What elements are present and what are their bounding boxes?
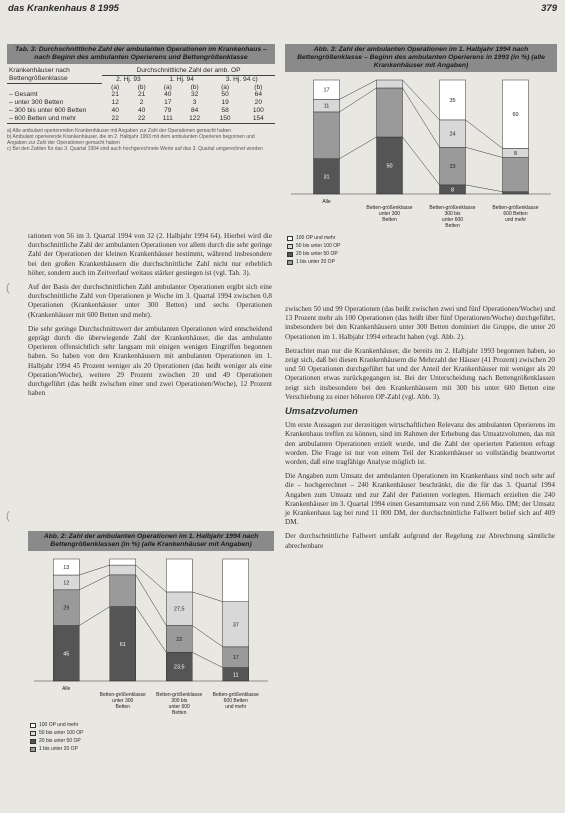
paragraph: rationen von 56 im 3. Quartal 1994 von 32 (2. Halbjahr 1994 64). Hierbei wird die durchschnittliche Zahl der ambulanten Operationen vor allem durch die sehr geringe Zahl der Operationen der kleinen Krankenhäuser bestimmt, während insbesondere bei den großen Krankenhäusern die durchschnittliche Zahl nicht nur erheblich höher, sondern auch im Zeitverlauf weitaus stärker gestiegen ist (vgl. Tab. 3).	[28, 232, 272, 277]
period: 2. Hj. 93	[116, 75, 141, 83]
paragraph: zwischen 50 und 99 Operationen (das heißt zwischen zwei und fünf Operationen/Woche) und 13 Prozent mehr als 100 Operationen (das heißt über fünf Operationen/Woche) durchgeführt, insbesondere bei den Krankenhäusern unter 300 Betten dominiert die Gruppe, die unter 20 Operationen im 1. Halbjahr 1994 erbracht haben (vgl. Abb. 2).	[285, 305, 555, 341]
table-row: – unter 300 Betten 12 2 17 3 19 20	[9, 99, 262, 107]
subcol: (b)	[137, 83, 146, 91]
connector-line	[79, 575, 110, 590]
data-label: 31	[323, 174, 330, 181]
left-column-text	[28, 232, 272, 403]
bar-segment	[503, 158, 529, 192]
table-row: – 300 bis unter 600 Betten 40 40 79 84 58 100	[9, 106, 264, 114]
data-label: 8	[513, 150, 518, 157]
data-label: 37	[232, 622, 239, 629]
paragraph: Auf der Basis der durchschnittlichen Zahl ambulanter Operationen ergibt sich eine durchschnittliche Zahl von Operationen je Woche im 3. Quartal 1994 zwischen 0,8 Operationen (Krankenhäuser unter 300 Betten) und sechs Operationen (Krankenhäuser mit 600 Betten und mehr).	[28, 283, 272, 319]
period: 3. Hj. 94 c)	[225, 75, 258, 83]
connector-line	[466, 147, 503, 157]
paragraph: Um erste Aussagen zur derzeitigen wirtschaftlichen Relevanz des ambulanten Operierens im Krankenhaus treffen zu können, sind im Rahmen der Erhebung das Umsatzvolumen, das mit den ambulanten Operationen erzielt wurde, und die Zahl der operierten Patienten erfragt worden. Die Frage ist nur von einem Teil der Krankenhäuser so vollständig beantwortet worden, daß eine tragfähige Analyse möglich ist.	[285, 421, 555, 467]
paragraph: Die sehr geringe Durchschnittswert der ambulanten Operationen wird entscheidend geprägt durch die überwiegende Zahl der Krankenhäuser, die das ambulante Operieren offensichtlich sehr langsam mit einigen wenigen Eingriffen begonnen haben. So haben von den Krankenhäusern mit ambulanten Operationen im 1. Halbjahr 1994 45 Prozent weniger als 20 Operationen (das heißt weniger als eine Operation/Woche), weitere 29 Prozent zwischen 20 und 49 Operationen durchgeführt (das heißt zwischen einer und zwei Operationen/Woche), 12 Prozent haben	[28, 324, 272, 398]
data-label: 29	[63, 605, 70, 612]
margin-mark: (	[6, 282, 10, 294]
data-label: 24	[449, 131, 456, 138]
data-label: 12	[63, 580, 70, 587]
connector-line	[136, 575, 167, 626]
connector-line	[340, 137, 377, 159]
legend-item: 50 bis unter 100 OP	[287, 242, 557, 250]
table-footnote: b) Ambulant operierende Krankenhäuser, die im 2. Halbjahr 1993 mit dem ambulanten Operieren begonnen und Angaben zur Zahl der Operationen gemacht haben	[7, 133, 255, 146]
data-label: 11	[232, 672, 239, 679]
connector-line	[79, 565, 110, 575]
figure-2-legend	[30, 721, 274, 753]
paragraph: Betrachtet man nur die Krankenhäuser, die bereits im 2. Halbjahr 1993 begonnen haben, so zeigt sich, daß bei diesen Krankenhäusern die Mehrzahl der Häuser (41 Prozent) zwischen 20 und 50 Operationen durchgeführt hat und der Anteil der Krankenhäuser mit weniger als 20 Operationen etwas zurückgegangen ist. Bei der Unterscheidung nach Bettengrößenklassen zeigt sich insbesondere bei den Krankenhäusern mit 300 bis unter 600 Betten eine Verschiebung zu einer höheren OP-Zahl (vgl. Abb. 3).	[285, 346, 555, 401]
figure-3-legend	[287, 234, 557, 266]
connector-line	[403, 137, 440, 185]
table-row: – 600 Betten und mehr 22 22 111 122 150 154	[7, 115, 275, 123]
connector-line	[403, 88, 440, 147]
connector-line	[340, 88, 377, 112]
data-label: 61	[119, 641, 126, 648]
col-header-left: Krankenhäuser nach Bettengrößenklasse	[7, 67, 102, 84]
data-label: 60	[512, 112, 519, 119]
bar-segment	[110, 559, 136, 565]
figure-3-chart	[285, 72, 557, 234]
legend-swatch	[287, 244, 293, 249]
table-footnote: a) Alle ambulant operierenden Krankenhäuser mit Angaben zur Zahl der Operationen gemacht haben	[7, 127, 232, 134]
connector-line	[136, 565, 167, 592]
data-label: 50	[386, 163, 393, 170]
legend-swatch	[30, 723, 36, 728]
period: 1. Hj. 94	[169, 75, 194, 83]
figure-2-chart	[28, 551, 274, 721]
bar-segment	[223, 559, 249, 602]
tick-label: Betten-größenklasse 300 bis unter 600 Betten	[429, 205, 476, 229]
legend-swatch	[287, 236, 293, 241]
connector-line	[79, 607, 110, 626]
section-title: Umsatzvolumen	[285, 406, 358, 418]
table-footnote: c) Bei den Zahlen für das 3. Quartal 1994 sind auch hochgerechnete Werte auf das 3. Quartal umgerechnet worden	[7, 145, 263, 152]
table-3-title: Tab. 3: Durchschnittliche Zahl der ambulanten Operationen im Krankenhaus – nach Beginn des ambulanten Operierens und Bettengrößenklasse	[7, 44, 275, 64]
connector-line	[192, 592, 223, 602]
tick-label: Alle	[322, 199, 331, 205]
data-label: 17	[323, 87, 330, 94]
subcol: (a)	[163, 83, 172, 91]
tick-label: Betten-größenklasse unter 300 Betten	[99, 692, 146, 710]
paragraph: Die Angaben zum Umsatz der ambulanten Operationen im Krankenhaus sind noch sehr auf die – hochgerechnet – 240 Krankenhäuser beschränkt, die die für das 3. Quartal 1994 Angaben zum Umsatz und zur Zahl der Patienten vorlegten. Hiernach erzielten die 240 Krankenhäuser im 3. Quartal 1994 einen Gesamtumsatz von rund 2,66 Mio. DM; der Umsatz je Krankenhaus lag bei rund 11 000 DM, der durchschnittliche Fallwert belief sich auf 409 DM.	[285, 472, 555, 527]
tick-label: Alle	[62, 686, 71, 692]
subcol: (b)	[254, 83, 263, 91]
legend-swatch	[287, 260, 293, 265]
page-number: 379	[541, 3, 557, 14]
tick-label: Betten-größenklasse unter 300 Betten	[366, 205, 413, 223]
connector-line	[192, 652, 223, 667]
legend-swatch	[287, 252, 293, 257]
figure-2-title: Abb. 2: Zahl der ambulanten Operationen im 1. Halbjahr 1994 nach Bettengrößenklassen (in %) (alle Krankenhäuser mit Angaben)	[28, 531, 274, 551]
tick-label: Betten-größenklasse 600 Betten und mehr	[212, 692, 259, 710]
data-label: 33	[449, 164, 456, 171]
bar-segment	[314, 112, 340, 159]
connector-line	[403, 80, 440, 120]
journal-title: das Krankenhaus 8 1995	[8, 3, 119, 14]
bar-segment	[110, 565, 136, 575]
tick-label: Betten-größenklasse 600 Betten und mehr	[492, 205, 539, 223]
data-label: 45	[63, 651, 70, 658]
legend-swatch	[30, 731, 36, 736]
data-label: 13	[63, 565, 70, 572]
data-label: 35	[449, 97, 456, 104]
connector-line	[136, 607, 167, 653]
data-label: 27,5	[173, 606, 185, 613]
bar-segment	[377, 80, 403, 88]
legend-item: 20 bis unter 50 OP	[30, 737, 274, 745]
bar-segment	[166, 559, 192, 592]
table-3	[7, 44, 275, 152]
data-label: 17	[232, 655, 239, 662]
connector-line	[466, 185, 503, 192]
col-header-right: Durchschnittliche Zahl der amb. OP	[102, 67, 275, 75]
subcol: (a)	[111, 83, 120, 91]
subcol: (b)	[190, 83, 199, 91]
legend-item: 1 bis unter 20 OP	[287, 258, 557, 266]
bar-segment	[503, 192, 529, 194]
legend-item: 50 bis unter 100 OP	[30, 729, 274, 737]
legend-swatch	[30, 747, 36, 752]
connector-line	[192, 625, 223, 646]
paragraph: Der durchschnittliche Fallwert umfaßt aufgrund der Regelung zur Abrechnung sämtliche abrechenbare	[285, 532, 555, 550]
data-label: 8	[450, 187, 455, 194]
page-header	[8, 3, 557, 17]
margin-mark: (	[6, 510, 10, 522]
figure-3	[285, 44, 557, 300]
table-3-grid	[7, 67, 275, 124]
right-column-text	[285, 305, 555, 556]
legend-item: 1 bis unter 20 OP	[30, 745, 274, 753]
tick-label: Betten-größenklasse 300 bis unter 600 Betten	[156, 692, 203, 716]
bar-segment	[110, 575, 136, 607]
table-row: – Gesamt 21 21 40 32 50 64	[9, 91, 262, 99]
figure-3-title: Abb. 3: Zahl der ambulanten Operationen im 1. Halbjahr 1994 nach Bettengrößenklasse – Beginn des ambulanten Operierens in 1993 (in %) (alle Krankenhäuser mit Angaben)	[285, 44, 557, 72]
connector-line	[340, 80, 377, 99]
figure-2	[28, 531, 274, 793]
connector-line	[466, 120, 503, 148]
data-label: 22	[176, 636, 183, 643]
legend-swatch	[30, 739, 36, 744]
legend-item: 100 OP und mehr	[30, 721, 274, 729]
data-label: 11	[323, 103, 330, 110]
legend-item: 100 OP und mehr	[287, 234, 557, 242]
data-label: 23,5	[173, 664, 185, 671]
legend-item: 20 bis unter 50 OP	[287, 250, 557, 258]
bar-segment	[377, 88, 403, 137]
subcol: (a)	[221, 83, 230, 91]
